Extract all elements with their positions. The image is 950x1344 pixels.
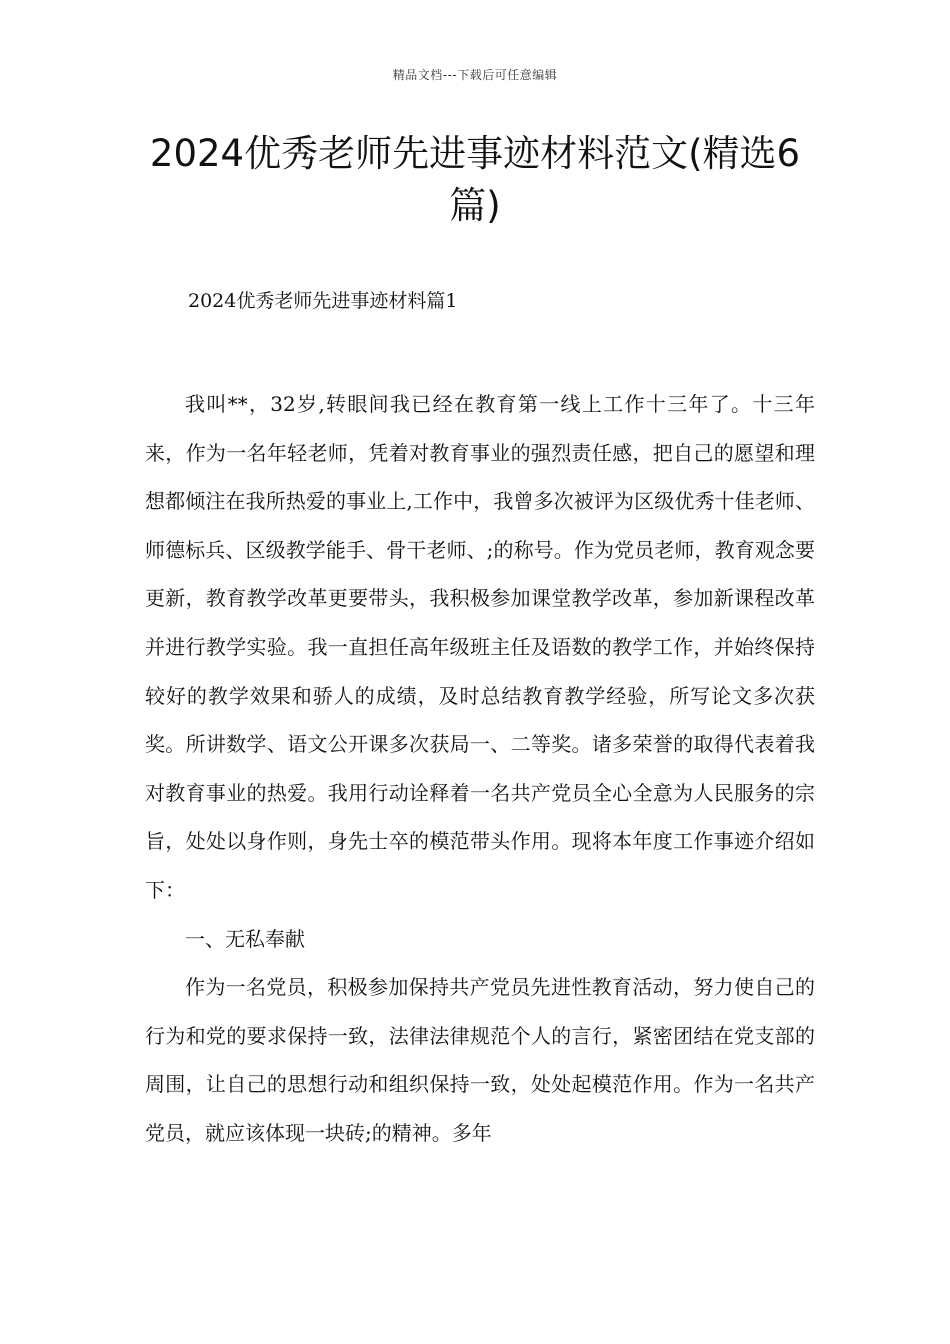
paragraph-intro: 我叫**，32岁,转眼间我已经在教育第一线上工作十三年了。十三年来，作为一名年轻老师，凭着对教育事业的强烈责任感，把自己的愿望和理想都倾注在我所热爱的事业上,工作中，我曾多次被评为区级优秀十佳老师、师德标兵、区级教学能手、骨干老师、;的称号。作为党员老师，教育观念要更新，教育教学改革更要带头，我积极参加课堂教学改革，参加新课程改革并进行教学实验。我一直担任高年级班主任及语数的教学工作，并始终保持较好的教学效果和骄人的成绩，及时总结教育教学经验，所写论文多次获奖。所讲数学、语文公开课多次获局一、二等奖。诸多荣誉的取得代表着我对教育事业的热爱。我用行动诠释着一名共产党员全心全意为人民服务的宗旨，处处以身作则，身先士卒的模范带头作用。现将本年度工作事迹介绍如下： <box>145 392 815 902</box>
subheading-selfless-dedication: 一、无私奉献 <box>185 926 305 951</box>
header-note: 精品文档---下载后可任意编辑 <box>392 68 558 82</box>
section-heading: 2024优秀老师先进事迹材料篇1 <box>188 290 458 312</box>
document-title: 2024优秀老师先进事迹材料范文(精选6篇) <box>149 132 801 227</box>
document-body <box>145 380 815 1158</box>
paragraph-party-member: 作为一名党员，积极参加保持共产党员先进性教育活动，努力使自己的行为和党的要求保持一致，法律法律规范个人的言行，紧密团结在党支部的周围，让自己的思想行动和组织保持一致，处处起模范作用。作为一名共产党员，就应该体现一块砖;的精神。多年 <box>145 975 815 1145</box>
